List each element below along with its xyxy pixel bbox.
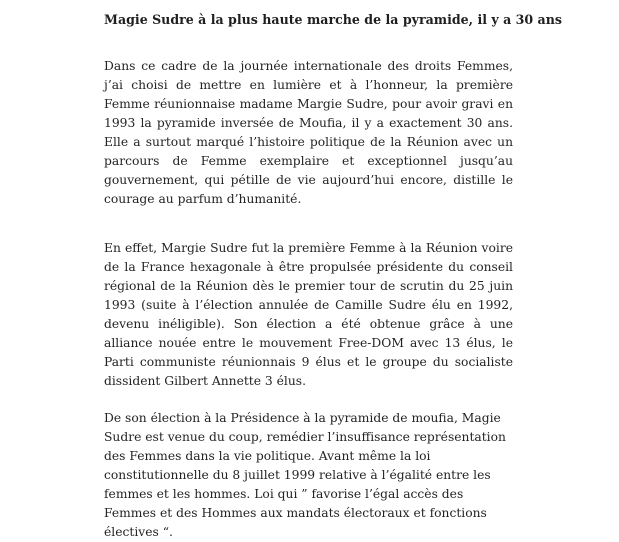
article-paragraph-2: En effet, Margie Sudre fut la première Femme à la Réunion voire de la France hexagonale à être propulsée présidente du conseil régional de la Réunion dès le premier tour de scrutin du 25 juin 1993 (suite à l’élection annulée de Camille Sudre élu en 1992, devenu inéligible). Son élection a été obtenue grâce à une alliance nouée entre le mouvement Free-DOM avec 13 élus, le Parti communiste réunionnais 9 élus et le groupe du socialiste dissident Gilbert Annette 3 élus.	[104, 241, 513, 388]
article-paragraph-3: De son élection à la Présidence à la pyramide de moufia, Magie Sudre est venue du coup, remédier l’insuffisance représentation des Femmes dans la vie politique. Avant même la loi constitutionnelle du 8 juillet 1999 relative à l’égalité entre les femmes et les hommes. Loi qui ” favorise l’égal accès des Femmes et des Hommes aux mandats électoraux et fonctions électives “.	[104, 411, 506, 539]
article-title: Magie Sudre à la plus haute marche de la pyramide, il y a 30 ans	[104, 12, 562, 27]
article	[104, 10, 562, 542]
article-paragraph-1: Dans ce cadre de la journée internationale des droits Femmes, j’ai choisi de mettre en lumière et à l’honneur, la première Femme réunionnaise madame Margie Sudre, pour avoir gravi en 1993 la pyramide inversée de Moufia, il y a exactement 30 ans. Elle a surtout marqué l’histoire politique de la Réunion avec un parcours de Femme exemplaire et exceptionnel jusqu’au gouvernement, qui pétille de vie aujourd’hui encore, distille le courage au parfum d’humanité.	[104, 59, 513, 206]
